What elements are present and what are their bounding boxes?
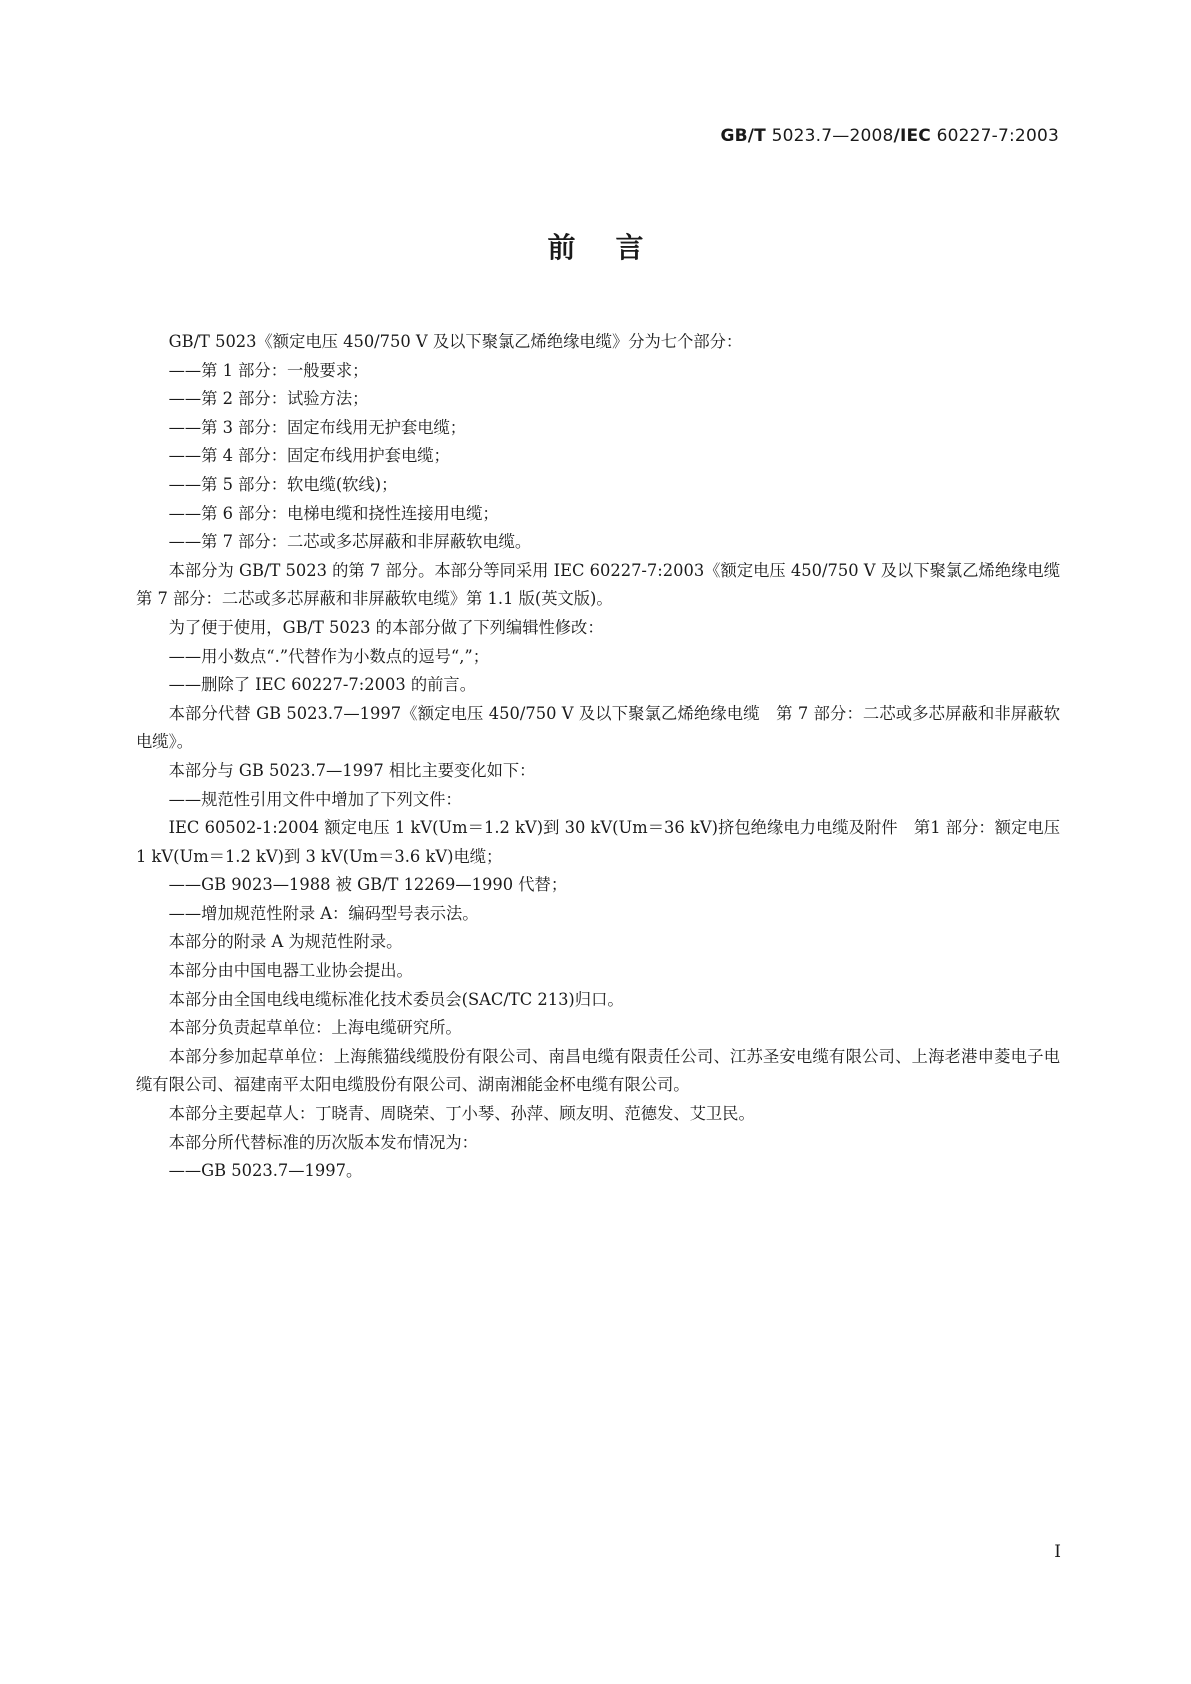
list-item: ——第 2 部分：试验方法； bbox=[168, 389, 369, 409]
paragraph: 本部分负责起草单位：上海电缆研究所。 bbox=[168, 1018, 462, 1038]
paragraph: 本部分由中国电器工业协会提出。 bbox=[168, 961, 413, 981]
paragraph: GB/T 5023《额定电压 450/750 V 及以下聚氯乙烯绝缘电缆》分为七个部分： bbox=[168, 332, 743, 351]
list-item: ——GB 5023.7—1997。 bbox=[168, 1161, 363, 1181]
list-item: ——第 3 部分：固定布线用无护套电缆； bbox=[168, 417, 467, 437]
standard-code-header bbox=[720, 126, 1059, 146]
list-item: ——第 4 部分：固定布线用护套电缆； bbox=[168, 446, 450, 466]
paragraph: 本部分为 GB/T 5023 的第 7 部分。本部分等同采用 IEC 60227-7:2003《额定电压 450/750 V 及以下聚氯乙烯绝缘电缆 第 7 部分：二芯或多芯屏蔽和非屏蔽软电缆》第 1.1 版(英文版)。 bbox=[136, 560, 1077, 609]
list-item: ——增加规范性附录 A：编码型号表示法。 bbox=[168, 903, 479, 923]
iec-number: 60227-7:2003 bbox=[936, 126, 1059, 146]
code-number: 5023.7—2008 bbox=[771, 126, 894, 146]
paragraph: 本部分参加起草单位：上海熊猫线缆股份有限公司、南昌电缆有限责任公司、江苏圣安电缆有限公司、上海老港申菱电子电缆有限公司、福建南平太阳电缆股份有限公司、湖南湘能金杯电缆有限公司。 bbox=[136, 1046, 1060, 1095]
paragraph: 本部分由全国电线电缆标准化技术委员会(SAC/TC 213)归口。 bbox=[168, 989, 624, 1009]
paragraph: 为了便于使用，GB/T 5023 的本部分做了下列编辑性修改： bbox=[168, 617, 604, 637]
list-item: ——GB 9023—1988 被 GB/T 12269—1990 代替； bbox=[168, 875, 568, 895]
list-item: ——第 6 部分：电梯电缆和挠性连接用电缆； bbox=[168, 503, 499, 523]
foreword-body bbox=[136, 328, 1077, 1186]
code-separator: / bbox=[893, 126, 900, 146]
paragraph: 本部分的附录 A 为规范性附录。 bbox=[168, 932, 403, 952]
iec-prefix: IEC bbox=[899, 126, 931, 146]
paragraph: 本部分与 GB 5023.7—1997 相比主要变化如下： bbox=[168, 760, 536, 780]
paragraph: IEC 60502-1:2004 额定电压 1 kV(Um＝1.2 kV)到 30 kV(Um＝36 kV)挤包绝缘电力电缆及附件 第1 部分：额定电压 1 kV(Um＝1.2 kV)到 3 kV(Um＝3.6 kV)电缆； bbox=[136, 818, 1060, 866]
list-item: ——第 7 部分：二芯或多芯屏蔽和非屏蔽软电缆。 bbox=[168, 532, 532, 552]
paragraph: 本部分所代替标准的历次版本发布情况为： bbox=[168, 1132, 478, 1152]
code-prefix: GB/T bbox=[720, 126, 766, 146]
list-item: ——第 1 部分：一般要求； bbox=[168, 360, 369, 380]
list-item: ——第 5 部分：软电缆(软线)； bbox=[168, 474, 398, 494]
paragraph: 本部分代替 GB 5023.7—1997《额定电压 450/750 V 及以下聚氯乙烯绝缘电缆 第 7 部分：二芯或多芯屏蔽和非屏蔽软电缆》。 bbox=[136, 703, 1060, 752]
page-title: 前言 bbox=[547, 231, 684, 264]
paragraph: 本部分主要起草人：丁晓青、周晓荣、丁小琴、孙萍、顾友明、范德发、艾卫民。 bbox=[168, 1104, 755, 1124]
page-number: I bbox=[1054, 1542, 1061, 1562]
list-item: ——删除了 IEC 60227-7:2003 的前言。 bbox=[168, 675, 476, 695]
list-item: ——规范性引用文件中增加了下列文件： bbox=[168, 789, 462, 809]
list-item: ——用小数点“.”代替作为小数点的逗号“,”； bbox=[168, 646, 490, 666]
